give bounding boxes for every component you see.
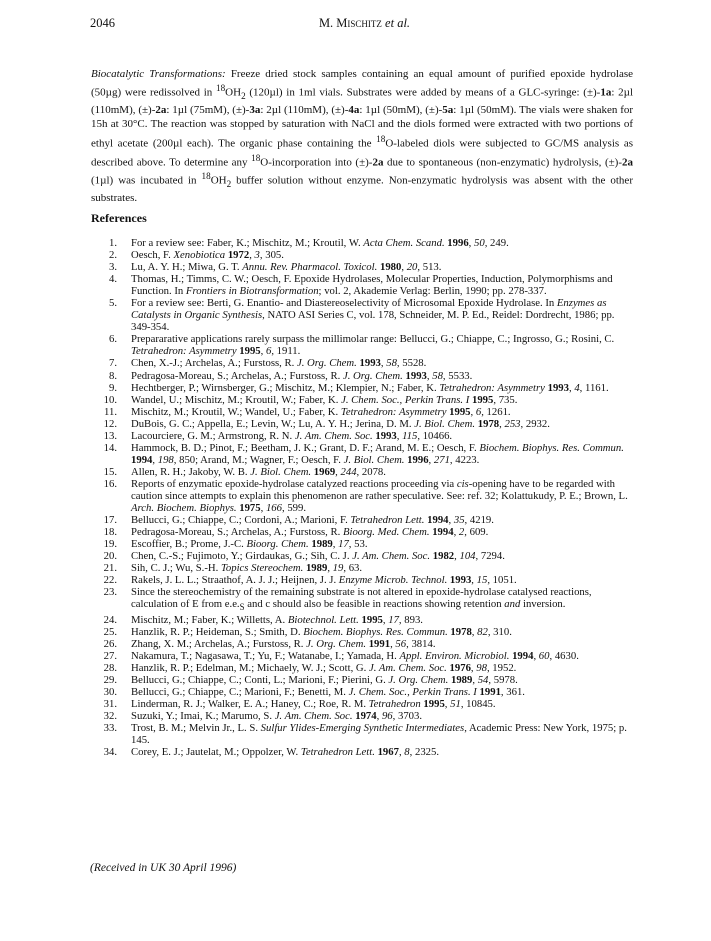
- references-heading: References: [91, 211, 147, 225]
- reference-text: Since the stereochemistry of the remaining substrate is not altered in epoxide-hydrolase catalysed reactions, calculation of E from $e.e._S$ and c should also be feasible in reactions showing retention and inversion.: [131, 586, 592, 613]
- reference-item: [91, 394, 631, 406]
- reference-number: 7.: [108, 357, 117, 370]
- reference-number: 17.: [103, 514, 117, 527]
- reference-text: Nakamura, T.; Nagasawa, T.; Yu, F.; Watanabe, I.; Yamada, H. Appl. Environ. Microbiol. 1994, 60, 4630.: [131, 649, 579, 662]
- reference-item: [91, 370, 631, 382]
- reference-list: [91, 237, 631, 758]
- reference-number: 25.: [103, 625, 117, 638]
- reference-text: Suzuki, Y.; Imai, K.; Marumo, S. J. Am. Chem. Soc. 1974, 96, 3703.: [131, 709, 423, 722]
- reference-item: [91, 418, 631, 430]
- reference-text: Wandel, U.; Mischitz, M.; Kroutil, W.; Faber, K. J. Chem. Soc., Perkin Trans. I 1995, 735.: [131, 393, 518, 406]
- reference-number: 33.: [103, 722, 117, 735]
- reference-number: 29.: [103, 673, 117, 686]
- reference-number: 4.: [108, 273, 117, 286]
- running-author: [90, 16, 639, 31]
- reference-number: 16.: [103, 477, 117, 490]
- reference-item: [91, 357, 631, 369]
- reference-number: 26.: [103, 637, 117, 650]
- reference-number: 27.: [103, 649, 117, 662]
- reference-number: 12.: [103, 417, 117, 430]
- reference-item: [91, 249, 631, 261]
- reference-item: [91, 626, 631, 638]
- reference-text: Oesch, F. Xenobiotica 1972, 3, 305.: [131, 249, 284, 262]
- reference-item: [91, 526, 631, 538]
- reference-text: DuBois, G. C.; Appella, E.; Levin, W.; Lu, A. Y. H.; Jerina, D. M. J. Biol. Chem. 1978, 253, 2932.: [131, 417, 550, 430]
- reference-item: [91, 478, 631, 514]
- reference-number: 10.: [103, 393, 117, 406]
- reference-item: [91, 662, 631, 674]
- reference-number: 11.: [104, 405, 117, 418]
- reference-text: Allen, R. H.; Jakoby, W. B. J. Biol. Chem. 1969, 244, 2078.: [131, 465, 386, 478]
- reference-number: 32.: [103, 709, 117, 722]
- reference-text: Chen, X.-J.; Archelas, A.; Furstoss, R. J. Org. Chem. 1993, 58, 5528.: [131, 357, 427, 370]
- reference-text: Hammock, B. D.; Pinot, F.; Beetham, J. K.; Grant, D. F.; Arand, M. E.; Oesch, F. Biochem. Biophys. Res. Commun. 1994, 198, 850; Arand, M.; Wagner, F.; Oesch, F. J. Biol. Chem. 1996, 271, 4223.: [131, 441, 624, 466]
- reference-number: 2.: [108, 249, 117, 262]
- reference-item: [91, 574, 631, 586]
- reference-number: 24.: [103, 613, 117, 626]
- reference-item: [91, 674, 631, 686]
- reference-item: [91, 333, 631, 357]
- reference-number: 5.: [108, 297, 117, 310]
- reference-item: [91, 273, 631, 297]
- reference-item: [91, 686, 631, 698]
- reference-item: [91, 586, 631, 613]
- reference-item: [91, 550, 631, 562]
- reference-number: 22.: [103, 574, 117, 587]
- reference-text: Chen, C.-S.; Fujimoto, Y.; Girdaukas, G.; Sih, C. J. J. Am. Chem. Soc. 1982, 104, 7294.: [131, 550, 505, 563]
- reference-text: Lacourciere, G. M.; Armstrong, R. N. J. Am. Chem. Soc. 1993, 115, 10466.: [131, 429, 453, 442]
- reference-text: Hechtberger, P.; Wirnsberger, G.; Mischitz, M.; Klempier, N.; Faber, K. Tetrahedron: Asymmetry 1993, 4, 1161.: [131, 381, 609, 394]
- reference-text: Linderman, R. J.; Walker, E. A.; Haney, C.; Roe, R. M. Tetrahedron 1995, 51, 10845.: [131, 697, 496, 710]
- reference-text: Prepararative applications rarely surpass the millimolar range: Bellucci, G.; Chiappe, C.; Ingrosso, G.; Rosini, C. Tetrahedron: Asymmetry 1995, 6, 1911.: [131, 333, 615, 358]
- reference-text: Thomas, H.; Timms, C. W.; Oesch, F. Epoxide Hydrolases, Molecular Properties, Induction, Polymorphisms and Function. In Frontiers in Biotransformation; vol. 2, Akademie Verlag: Berlin, 1990; pp. 278-337.: [131, 273, 613, 298]
- reference-item: [91, 406, 631, 418]
- reference-number: 8.: [108, 369, 117, 382]
- reference-text: Mischitz, M.; Faber, K.; Willetts, A. Biotechnol. Lett. 1995, 17, 893.: [131, 613, 423, 626]
- reference-number: 1.: [108, 237, 117, 249]
- reference-number: 15.: [103, 465, 117, 478]
- page-number: 2046: [90, 16, 115, 30]
- reference-item: [91, 297, 631, 333]
- reference-text: Rakels, J. L. L.; Straathof, A. J. J.; Heijnen, J. J. Enzyme Microb. Technol. 1993, 15, 1051.: [131, 574, 517, 587]
- reference-number: 20.: [103, 550, 117, 563]
- reference-number: 21.: [103, 562, 117, 575]
- reference-item: [91, 442, 631, 466]
- reference-number: 6.: [108, 333, 117, 346]
- author-name: M. Mischitz: [318, 16, 382, 30]
- reference-item: [91, 466, 631, 478]
- reference-text: For a review see: Faber, K.; Mischitz, M.; Kroutil, W. Acta Chem. Scand. 1996, 50, 249.: [131, 237, 509, 249]
- reference-text: Bellucci, G.; Chiappe, C.; Conti, L.; Marioni, F.; Pierini, G. J. Org. Chem. 1989, 54, 5978.: [131, 673, 518, 686]
- reference-item: [91, 722, 631, 746]
- reference-item: [91, 614, 631, 626]
- reference-text: Sih, C. J.; Wu, S.-H. Topics Stereochem. 1989, 19, 63.: [131, 562, 363, 575]
- reference-number: 13.: [103, 429, 117, 442]
- reference-item: [91, 638, 631, 650]
- author-etal: et al.: [385, 16, 411, 30]
- reference-item: [91, 237, 631, 249]
- reference-number: 34.: [103, 746, 117, 759]
- reference-text: Bellucci, G.; Chiappe, C.; Marioni, F.; Benetti, M. J. Chem. Soc., Perkin Trans. I 1991, 361.: [131, 685, 525, 698]
- reference-item: [91, 382, 631, 394]
- reference-text: For a review see: Berti, G. Enantio- and Diastereoselectivity of Microsomal Epoxide Hydrolase. In Enzymes as Catalysts in Organic Synthesis, NATO ASI Series C, vol. 178, Schneider, M. P. Ed., Reidel: Dordrecht, 1986; pp. 349-354.: [131, 297, 615, 334]
- reference-number: 3.: [108, 261, 117, 274]
- reference-text: Trost, B. M.; Melvin Jr., L. S. Sulfur Ylides-Emerging Synthetic Intermediates, Academic Press: New York, 1975; p. 145.: [131, 722, 627, 747]
- reference-text: Mischitz, M.; Kroutil, W.; Wandel, U.; Faber, K. Tetrahedron: Asymmetry 1995, 6, 1261.: [131, 405, 511, 418]
- reference-number: 18.: [103, 526, 117, 539]
- reference-text: Lu, A. Y. H.; Miwa, G. T. Annu. Rev. Pharmacol. Toxicol. 1980, 20, 513.: [131, 261, 442, 274]
- reference-item: [91, 430, 631, 442]
- reference-text: Corey, E. J.; Jautelat, M.; Oppolzer, W. Tetrahedron Lett. 1967, 8, 2325.: [131, 746, 440, 759]
- reference-text: Pedragosa-Moreau, S.; Archelas, A.; Furstoss, R. J. Org. Chem. 1993, 58, 5533.: [131, 369, 473, 382]
- reference-number: 28.: [103, 661, 117, 674]
- reference-number: 19.: [103, 538, 117, 551]
- reference-number: 30.: [103, 685, 117, 698]
- reference-item: [91, 698, 631, 710]
- reference-text: Bellucci, G.; Chiappe, C.; Cordoni, A.; Marioni, F. Tetrahedron Lett. 1994, 35, 4219.: [131, 514, 494, 527]
- reference-text: Reports of enzymatic epoxide-hydrolase catalyzed reactions proceeding via cis-opening have to be regarded with caution since attempts to explain this phenomenon are rather speculative. See: ref. 32; Kolattukudy, P. E.; Brown, L. Arch. Biochem. Biophys. 1975, 166, 599.: [131, 477, 628, 515]
- reference-item: [91, 562, 631, 574]
- reference-item: [91, 710, 631, 722]
- reference-text: Escoffier, B.; Prome, J.-C. Bioorg. Chem. 1989, 17, 53.: [131, 538, 368, 551]
- reference-text: Pedragosa-Moreau, S.; Archelas, A.; Furstoss, R. Bioorg. Med. Chem. 1994, 2, 609.: [131, 526, 489, 539]
- reference-item: [91, 538, 631, 550]
- experimental-paragraph: Biocatalytic Transformations: Freeze dried stock samples containing an equal amount of purified epoxide hydrolase (50µg) were redissolved in $^{18}OH_2$ (120µl) in 1ml vials. Substrates were added by means of a GLC-syringe: (±)-1a: 2µl (110mM), (±)-2a: 1µl (75mM), (±)-3a: 2µl (110mM), (±)-4a: 1µl (50mM), (±)-5a: 1µl (50mM). The vials were shaken for 15h at 30°C. The reaction was stopped by saturation with NaCl and the diols formed were extracted with two portions of ethyl acetate (200µl each). The organic phase containing the $^{18}$O-labeled diols were subjected to GC/MS analysis as described above. To determine any $^{18}$O-incorporation into (±)-2a due to spontaneous (non-enzymatic) hydrolysis, (±)-2a (1µl) was incubated in $^{18}OH_2$ buffer solution without enzyme. Non-enzymatic hydrolysis was absent with the other substrates.: [91, 68, 634, 205]
- reference-number: 23.: [103, 586, 117, 599]
- reference-text: Hanzlik, R. P.; Heideman, S.; Smith, D. Biochem. Biophys. Res. Commun. 1978, 82, 310.: [131, 625, 512, 638]
- reference-item: [91, 746, 631, 758]
- reference-number: 14.: [103, 441, 117, 454]
- reference-item: [91, 650, 631, 662]
- reference-text: Zhang, X. M.; Archelas, A.; Furstoss, R. J. Org. Chem. 1991, 56, 3814.: [131, 637, 436, 650]
- reference-item: [91, 514, 631, 526]
- reference-number: 31.: [103, 697, 117, 710]
- running-header: [90, 16, 639, 32]
- received-date: (Received in UK 30 April 1996): [90, 862, 237, 874]
- reference-text: Hanzlik, R. P.; Edelman, M.; Michaely, W. J.; Scott, G. J. Am. Chem. Soc. 1976, 98, 1952.: [131, 661, 517, 674]
- reference-number: 9.: [108, 381, 117, 394]
- reference-item: [91, 261, 631, 273]
